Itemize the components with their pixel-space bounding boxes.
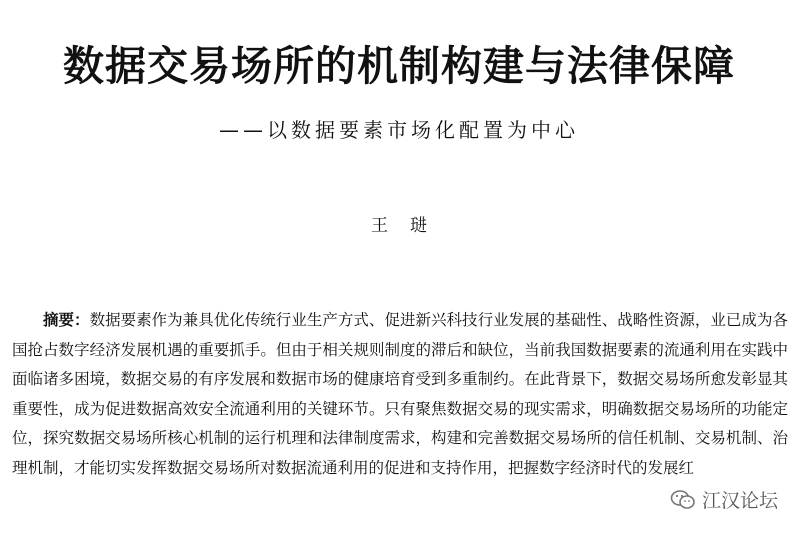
author-name: 王琎 — [371, 216, 449, 236]
watermark-text: 江汉论坛 — [701, 490, 778, 512]
paper-subtitle: ——以数据要素市场化配置为中心 — [219, 118, 579, 142]
wechat-icon — [670, 489, 696, 511]
abstract-paragraph — [12, 306, 788, 484]
wechat-watermark — [664, 484, 784, 515]
abstract-label: 摘要： — [43, 311, 90, 329]
paper-title: 数据交易场所的机制构建与法律保障 — [63, 42, 735, 90]
abstract-text: 数据要素作为兼具优化传统行业生产方式、促进新兴科技行业发展的基础性、战略性资源，业已成为各国抢占数字经济发展机遇的重要抓手。但由于相关规则制度的滞后和缺位，当前我国数据要素的流通利用在实践中面临诸多困境，数据交易的有序发展和数据市场的健康培育受到多重制约。在此背景下，数据交易场所愈发彰显其重要性，成为促进数据高效安全流通利用的关键环节。只有聚焦数据交易的现实需求，明确数据交易场所的功能定位，探究数据交易场所核心机制的运行机理和法律制度需求，构建和完善数据交易场所的信任机制、交易机制、治理机制，才能切实发挥数据交易场所对数据流通利用的促进和支持作用，把握数字经济时代的发展红 — [12, 311, 788, 477]
